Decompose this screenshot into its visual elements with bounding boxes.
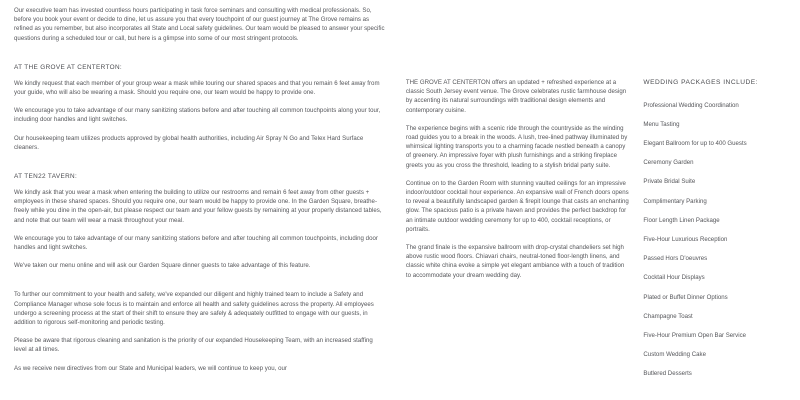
packages-title: WEDDING PACKAGES INCLUDE: <box>643 79 759 86</box>
list-item: Private Bridal Suite <box>643 178 696 186</box>
section-heading-grove: AT THE GROVE AT CENTERTON: <box>14 63 123 71</box>
venue-description-paragraph: The experience begins with a scenic ride through the countryside as the winding road guides you to a break in the woods. A lush, tree-lined pathway illuminated by whimsical lighting transports you to a charming facade nestled beneath a canopy of greenery. An impressive foyer with plush furnishings and a striking fireplace greets you as you cross the threshold, leading to a stylish bridal party suite. <box>405 124 628 169</box>
body-paragraph: We kindly request that each member of your group wear a mask while touring our shared spaces and that you remain 6 feet away from your guide, who will also be wearing a mask. Should you require one, our team would be happy to provide one. <box>14 79 380 97</box>
list-item: Passed Hors D'oeuvres <box>643 255 708 263</box>
intro-paragraph: Our executive team has invested countless hours participating in task force seminars and consulting with medical professionals. So, before you book your event or decide to dine, let us assure you that every touchpoint of our guest journey at The Grove remains as refined as you remember, but also incorporates all State and Local safety guidelines. Our team would be pleased to answer your specific questions during a scheduled tour or call, but here is a glimpse into some of our most stringent protocols. <box>14 7 385 42</box>
section-spacer <box>14 52 386 63</box>
venue-description-paragraph: The grand finale is the expansive ballroom with drop-crystal chandeliers set high above rustic wood floors. Chiavari chairs, neutral-toned floor-length linens, and classic white china evoke a simple yet elegant ambiance with a touch of tradition to accommodate your dream wedding day. <box>405 244 625 279</box>
list-item: Professional Wedding Coordination <box>643 101 739 109</box>
list-item: Butlered Desserts <box>643 370 692 378</box>
section-heading-tavern: AT TEN22 TAVERN: <box>14 173 78 181</box>
body-paragraph: We kindly ask that you wear a mask when entering the building to utilize our restrooms and remain 6 feet away from other guests + employees in these shared spaces. Should you require one, our team would be happy to provide one. In the Garden Square, breathe-freely while you dine in the open-air, but please respect our team and your fellow guests by remaining at your properly distanced tables, and note that our team will wear a mask throughout your meal. <box>14 189 382 224</box>
list-item: Cocktail Hour Displays <box>643 274 705 282</box>
packages-list <box>643 101 786 379</box>
left-column <box>14 6 392 400</box>
section-spacer <box>14 279 386 290</box>
body-paragraph: To further our commitment to your health and safety, we've expanded our diligent and highly trained team to include a Safety and Compliance Manager whose sole focus is to maintain and enforce all health and safety guidelines across the property. All employees undergo a screening process at the start of their shift to ensure they are safely & adequately outfitted to engage with our guests, in addition to rigorous self-monitoring and periodic testing. <box>14 291 374 327</box>
top-spacer <box>406 6 630 78</box>
list-item: Plated or Buffet Dinner Options <box>643 293 728 301</box>
list-item: Menu Tasting <box>643 120 680 128</box>
list-item: Five-Hour Luxurious Reception <box>643 236 728 244</box>
list-item: Custom Wedding Cake <box>643 351 706 359</box>
body-paragraph: We encourage you to take advantage of our many sanitizing stations before and after touching all common touchpoints, including door handles and light switches. <box>14 234 378 252</box>
body-paragraph: We've taken our menu online and will ask our Garden Square dinner guests to take advantage of this feature. <box>14 262 311 270</box>
list-item: Champagne Toast <box>643 312 693 320</box>
section-spacer <box>14 161 386 172</box>
body-paragraph: Please be aware that rigorous cleaning and sanitation is the priority of our expanded Housekeeping Team, with an increased staffing level at all times. <box>14 337 373 354</box>
list-item: Five-Hour Premium Open Bar Service <box>643 332 747 340</box>
list-item: Complimentary Parking <box>643 197 707 205</box>
list-item: Elegant Ballroom for up to 400 Guests <box>643 140 747 147</box>
body-paragraph: We encourage you to take advantage of our many sanitizing stations before and after touching all common touchpoints along your tour, including door handles and light switches. <box>14 107 381 124</box>
venue-description-paragraph: THE GROVE AT CENTERTON offers an updated + refreshed experience at a classic South Jersey event venue. The Grove celebrates rustic farmhouse design by accenting its natural surroundings with traditional design elements and contemporary cuisine. <box>405 79 627 114</box>
right-column <box>643 6 786 400</box>
list-item: Ceremony Garden <box>643 159 694 167</box>
venue-description-paragraph: Continue on to the Garden Room with stunning vaulted ceilings for an impressive indoor/outdoor cocktail hour experience. An expansive wall of French doors opens to reveal a beautifully landscaped garden & firepit lounge that casts an enchanting glow. The spacious patio is a private haven and provides the perfect backdrop for an intimate outdoor wedding ceremony for up to 400, cocktail receptions, or portraits. <box>405 179 629 233</box>
body-paragraph: As we receive new directives from our State and Municipal leaders, we will continue to keep you, our <box>14 364 287 372</box>
list-item: Floor Length Linen Package <box>643 216 720 224</box>
middle-column <box>406 6 630 400</box>
body-paragraph: Our housekeeping team utilizes products approved by global health authorities, including Air Spray N Go and Telex Hard Surface cleaners. <box>14 134 364 151</box>
